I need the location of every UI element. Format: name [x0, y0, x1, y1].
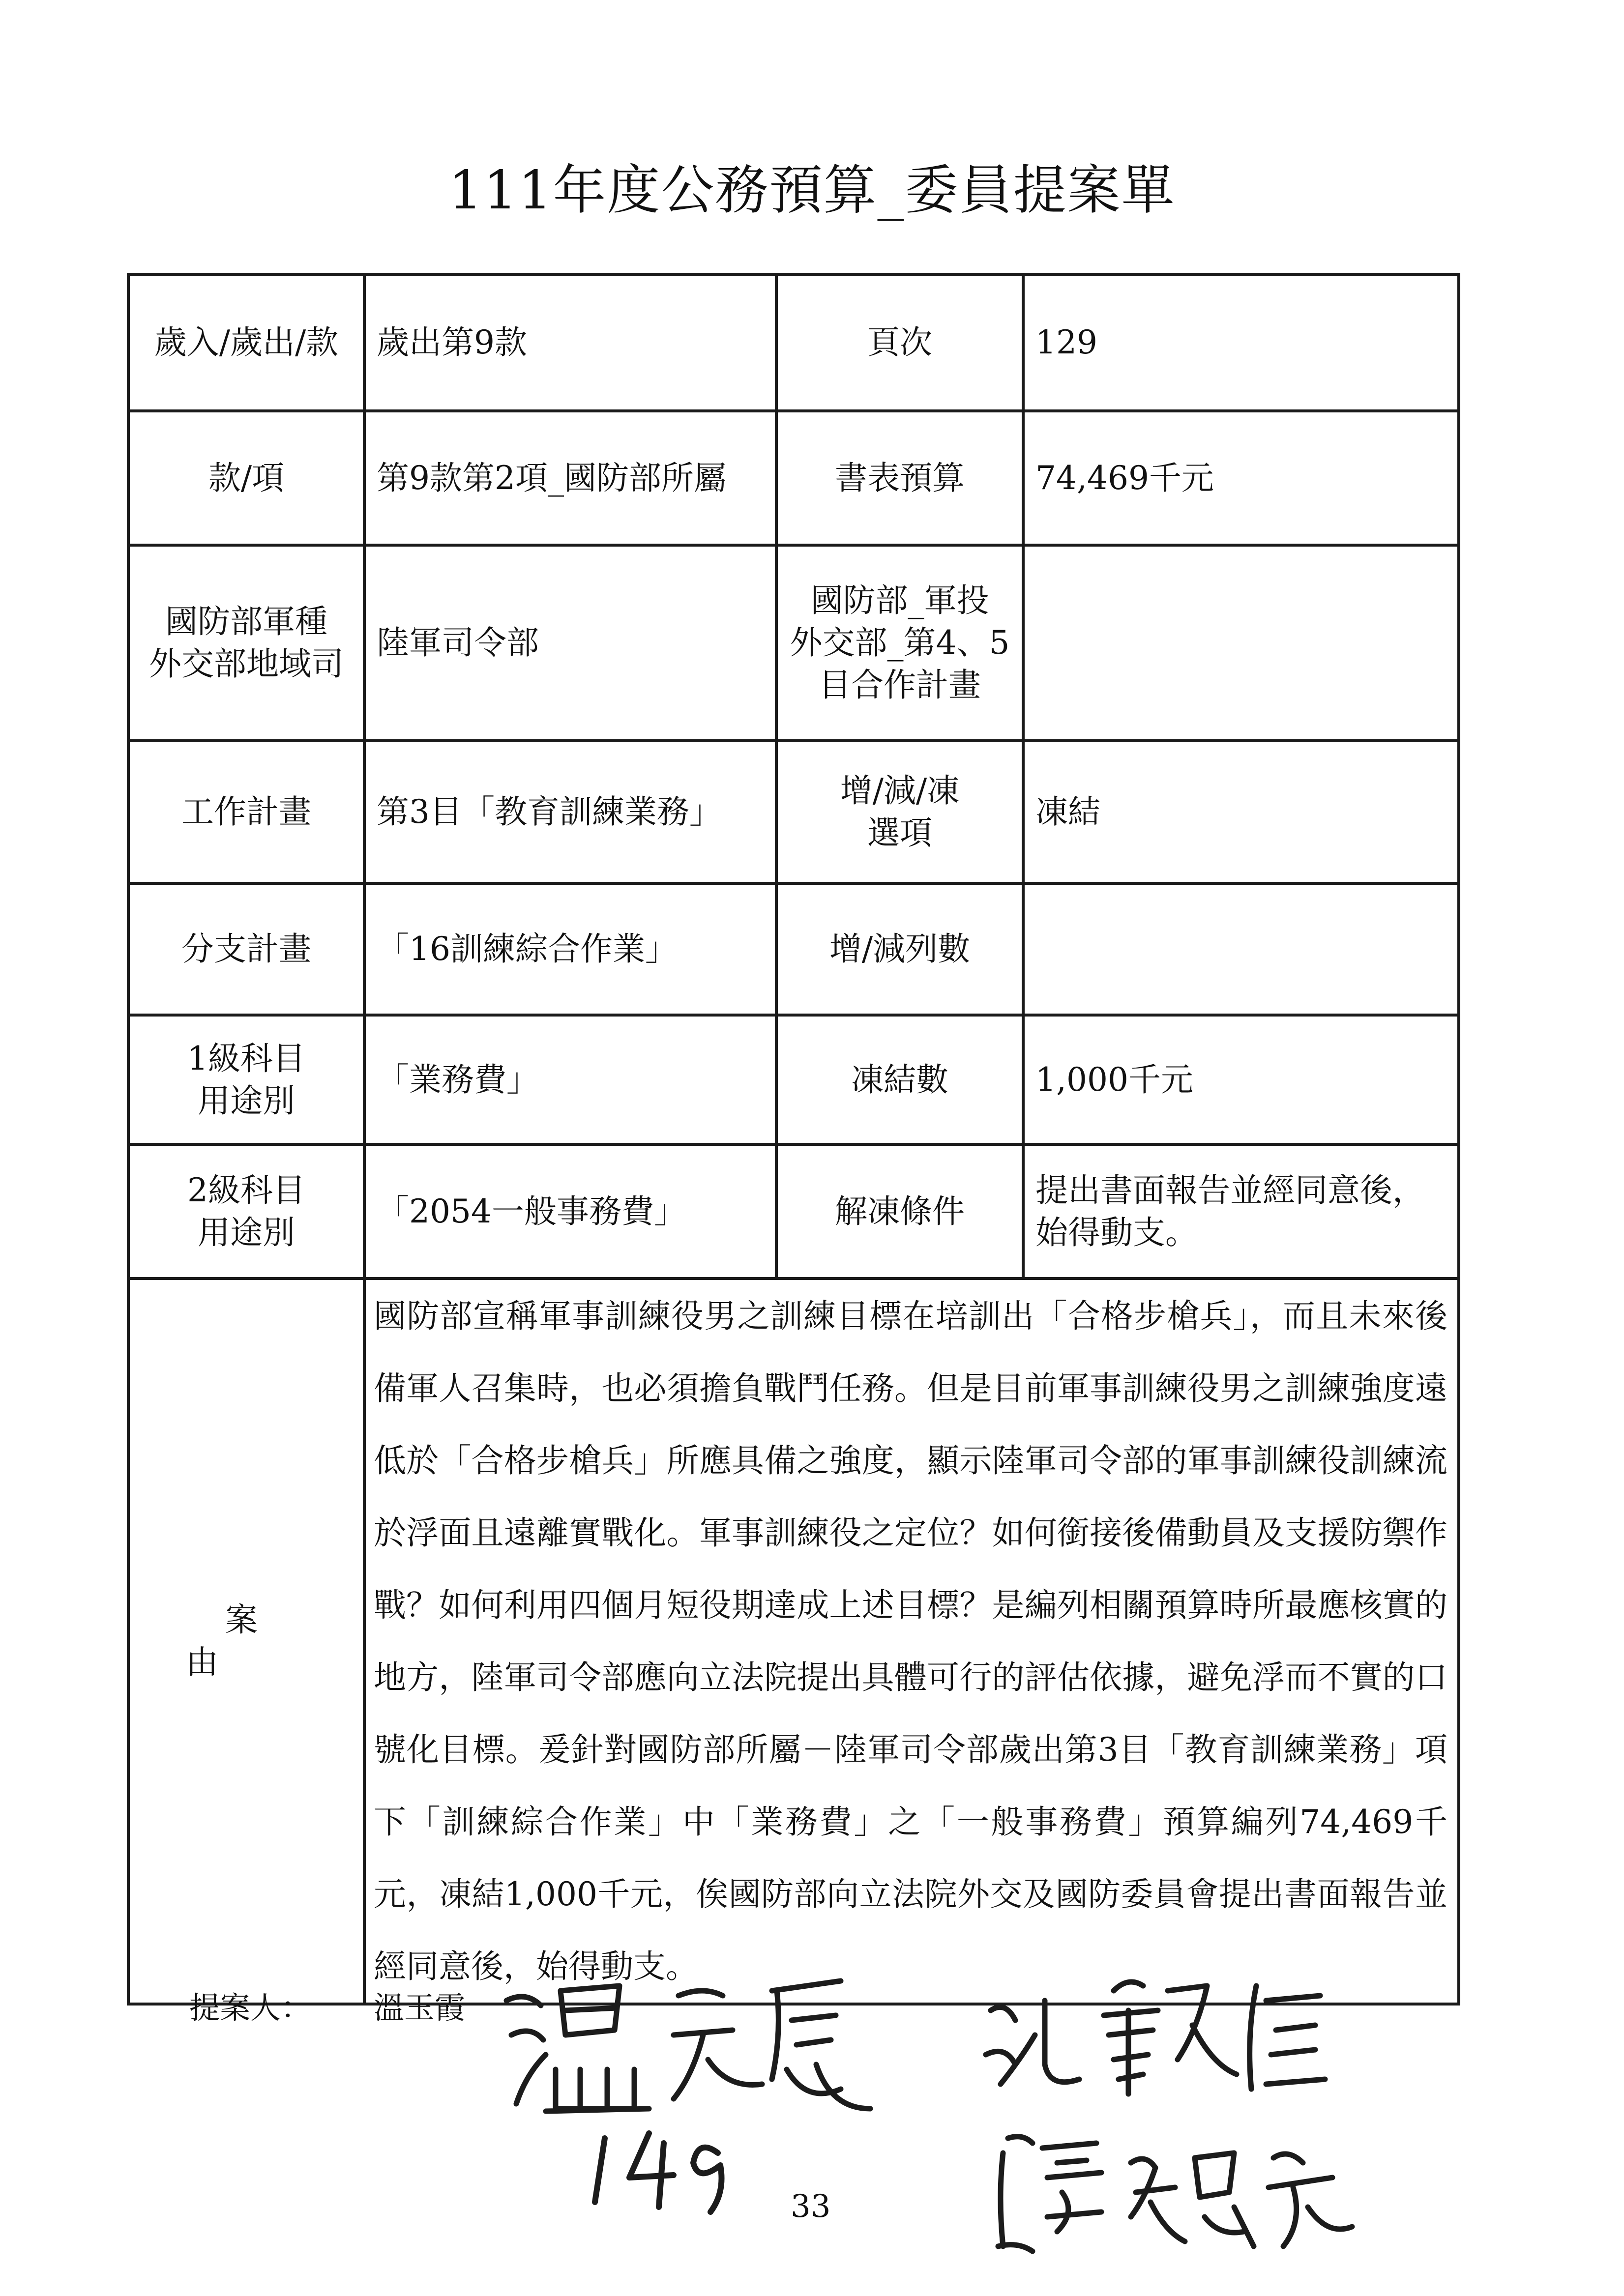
label-adjust-option [776, 741, 1023, 883]
label-cooperation-line2: 外交部_第4、5 [790, 624, 1010, 662]
value-work-plan: 第3目「教育訓練業務」 [364, 741, 776, 883]
proposal-form-table [127, 273, 1460, 2005]
form-row-level2-subject [128, 1144, 1459, 1279]
reason-label-text: 案由 [186, 1601, 346, 1681]
label-cooperation-line1: 國防部_軍投 [810, 581, 989, 620]
signature-2 [981, 1956, 1335, 2109]
label-level1-subject [128, 1015, 364, 1144]
reason-text: 國防部宣稱軍事訓練役男之訓練目標在培訓出「合格步槍兵」，而且未來後備軍人召集時，也必須擔負戰鬥任務。但是目前軍事訓練役男之訓練強度遠低於「合格步槍兵」所應具備之強度，顯示陸軍司令部的軍事訓練役訓練流於浮面且遠離實戰化。軍事訓練役之定位？如何銜接後備動員及支援防禦作戰？如何利用四個月短役期達成上述目標？是編列相關預算時所最應核實的地方，陸軍司令部應向立法院提出具體可行的評估依據，避免浮而不實的口號化目標。爰針對國防部所屬－陸軍司令部歲出第3目「教育訓練業務」項下「訓練綜合作業」中「業務費」之「一般事務費」預算編列74,469千元，凍結1,000千元，俟國防部向立法院外交及國防委員會提出書面報告並經同意後，始得動支。 [364, 1279, 1459, 2004]
label-level1-subject-line2: 用途別 [198, 1081, 295, 1120]
label-level2-subject [128, 1144, 364, 1279]
label-reason [128, 1279, 364, 2004]
value-level1-subject: 「業務費」 [364, 1015, 776, 1144]
handwritten-number [585, 2119, 747, 2217]
form-row-department [128, 545, 1459, 741]
value-adjust-amount [1023, 883, 1459, 1015]
label-item: 款/項 [128, 411, 364, 545]
label-department-line2: 外交部地域司 [149, 645, 344, 683]
label-cooperation-line3: 目合作計畫 [819, 666, 981, 704]
value-page-ref: 129 [1023, 274, 1459, 411]
label-page-ref: 頁次 [776, 274, 1023, 411]
form-row-reason [128, 1279, 1459, 2004]
proposer-label: 提案人： [189, 1990, 312, 2026]
value-item: 第9款第2項_國防部所屬 [364, 411, 776, 545]
value-account-type: 歲出第9款 [364, 274, 776, 411]
form-row-branch-plan [128, 883, 1459, 1015]
value-department: 陸軍司令部 [364, 545, 776, 741]
label-level1-subject-line1: 1級科目 [187, 1039, 305, 1077]
label-branch-plan: 分支計畫 [128, 883, 364, 1015]
value-level2-subject: 「2054一般事務費」 [364, 1144, 776, 1279]
label-unfreeze-condition: 解凍條件 [776, 1144, 1023, 1279]
label-level2-subject-line2: 用途別 [198, 1213, 295, 1251]
value-freeze-amount: 1,000千元 [1023, 1015, 1459, 1144]
label-adjust-option-line1: 增/減/凍 [840, 772, 960, 810]
page-number: 33 [791, 2188, 831, 2225]
label-level2-subject-line1: 2級科目 [187, 1171, 305, 1209]
value-branch-plan: 「16訓練綜合作業」 [364, 883, 776, 1015]
label-adjust-option-line2: 選項 [867, 814, 932, 852]
form-row-item [128, 411, 1459, 545]
signature-1 [497, 1961, 890, 2123]
value-unfreeze-condition-line2: 始得動支。 [1035, 1213, 1198, 1251]
label-account-type: 歲入/歲出/款 [128, 274, 364, 411]
label-cooperation [776, 545, 1023, 741]
form-row-level1-subject [128, 1015, 1459, 1144]
label-budget: 書表預算 [776, 411, 1023, 545]
value-budget: 74,469千元 [1023, 411, 1459, 545]
label-department-line1: 國防部軍種 [165, 603, 327, 641]
label-work-plan: 工作計畫 [128, 741, 364, 883]
signature-3 [988, 2119, 1362, 2266]
form-row-account [128, 274, 1459, 411]
label-adjust-amount: 增/減列數 [776, 883, 1023, 1015]
value-adjust-option: 凍結 [1023, 741, 1459, 883]
page-title: 111年度公務預算_委員提案單 [448, 160, 1176, 221]
value-unfreeze-condition-line1: 提出書面報告並經同意後， [1035, 1171, 1425, 1209]
value-unfreeze-condition [1023, 1144, 1459, 1279]
proposer-name: 溫玉霞 [374, 1990, 466, 2026]
value-cooperation [1023, 545, 1459, 741]
form-row-work-plan [128, 741, 1459, 883]
label-department [128, 545, 364, 741]
label-freeze-amount: 凍結數 [776, 1015, 1023, 1144]
